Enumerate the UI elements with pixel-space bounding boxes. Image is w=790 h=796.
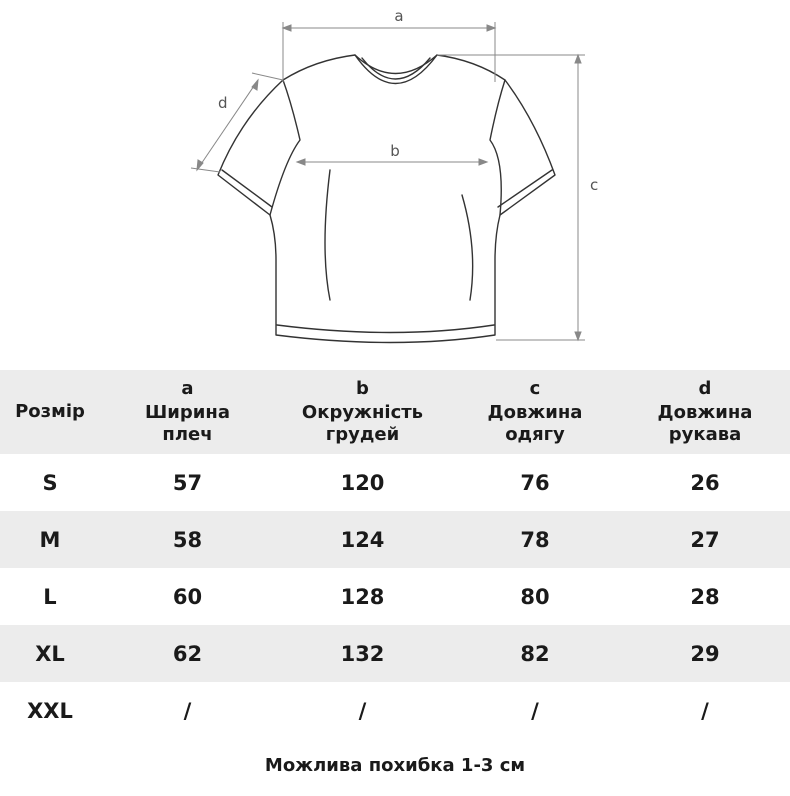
- header-name-line2: рукава: [668, 424, 742, 445]
- header-name-line1: Ширина: [145, 402, 230, 423]
- chest-cell: 120: [340, 470, 385, 495]
- sleeve-cell: /: [701, 698, 709, 723]
- size-cell: XXL: [27, 698, 73, 723]
- chest-cell: 128: [340, 584, 385, 609]
- table-row: [0, 625, 790, 682]
- shoulder-cell: 62: [172, 641, 203, 666]
- length-cell: 80: [520, 584, 550, 609]
- shoulder-cell: 60: [172, 584, 203, 609]
- header-name-line2: одягу: [505, 424, 565, 445]
- header-shoulder-width: [100, 370, 275, 454]
- length-cell: 76: [520, 470, 550, 495]
- header-length: [450, 370, 620, 454]
- header-letter: b: [356, 378, 369, 399]
- header-name-line1: Окружність: [301, 402, 424, 423]
- shoulder-cell: 57: [172, 470, 203, 495]
- table-row: [0, 454, 790, 511]
- sleeve-cell: 26: [690, 470, 720, 495]
- header-name-line2: грудей: [325, 424, 400, 445]
- size-cell: XL: [35, 641, 65, 666]
- length-cell: 82: [520, 641, 550, 666]
- table-row: [0, 568, 790, 625]
- table-row: [0, 511, 790, 568]
- tshirt-measurement-diagram: [0, 0, 790, 360]
- header-name-line1: Довжина: [487, 402, 583, 423]
- tshirt-diagram-svg: [0, 0, 790, 360]
- chest-cell: 124: [340, 527, 385, 552]
- chest-cell: 132: [340, 641, 385, 666]
- tshirt-outline: [218, 55, 555, 343]
- shoulder-cell: 58: [172, 527, 203, 552]
- shoulder-cell: /: [183, 698, 192, 723]
- dimension-d: [191, 73, 283, 172]
- size-cell: L: [43, 584, 57, 609]
- header-letter: c: [529, 378, 541, 399]
- header-letter: a: [181, 378, 194, 399]
- tolerance-note: Можлива похибка 1-3 см: [264, 755, 526, 776]
- sleeve-cell: 28: [690, 584, 720, 609]
- dimension-d-label: d: [218, 94, 228, 112]
- header-size: Розмір: [15, 401, 85, 422]
- header-name-line1: Довжина: [657, 402, 753, 423]
- sleeve-cell: 29: [690, 641, 720, 666]
- dimension-b-label: b: [390, 142, 400, 160]
- length-cell: 78: [520, 527, 550, 552]
- table-row: [0, 682, 790, 739]
- dimension-a-label: a: [394, 7, 404, 25]
- sleeve-cell: 27: [690, 527, 720, 552]
- header-sleeve: [620, 370, 790, 454]
- dimension-c-label: c: [590, 176, 599, 194]
- chest-cell: /: [358, 698, 367, 723]
- header-name-line2: плеч: [162, 424, 213, 445]
- table-header-row: [0, 370, 790, 454]
- size-cell: S: [42, 470, 58, 495]
- header-chest: [275, 370, 450, 454]
- length-cell: /: [531, 698, 539, 723]
- header-letter: d: [698, 378, 712, 399]
- size-cell: M: [39, 527, 61, 552]
- size-chart-table: [0, 370, 790, 739]
